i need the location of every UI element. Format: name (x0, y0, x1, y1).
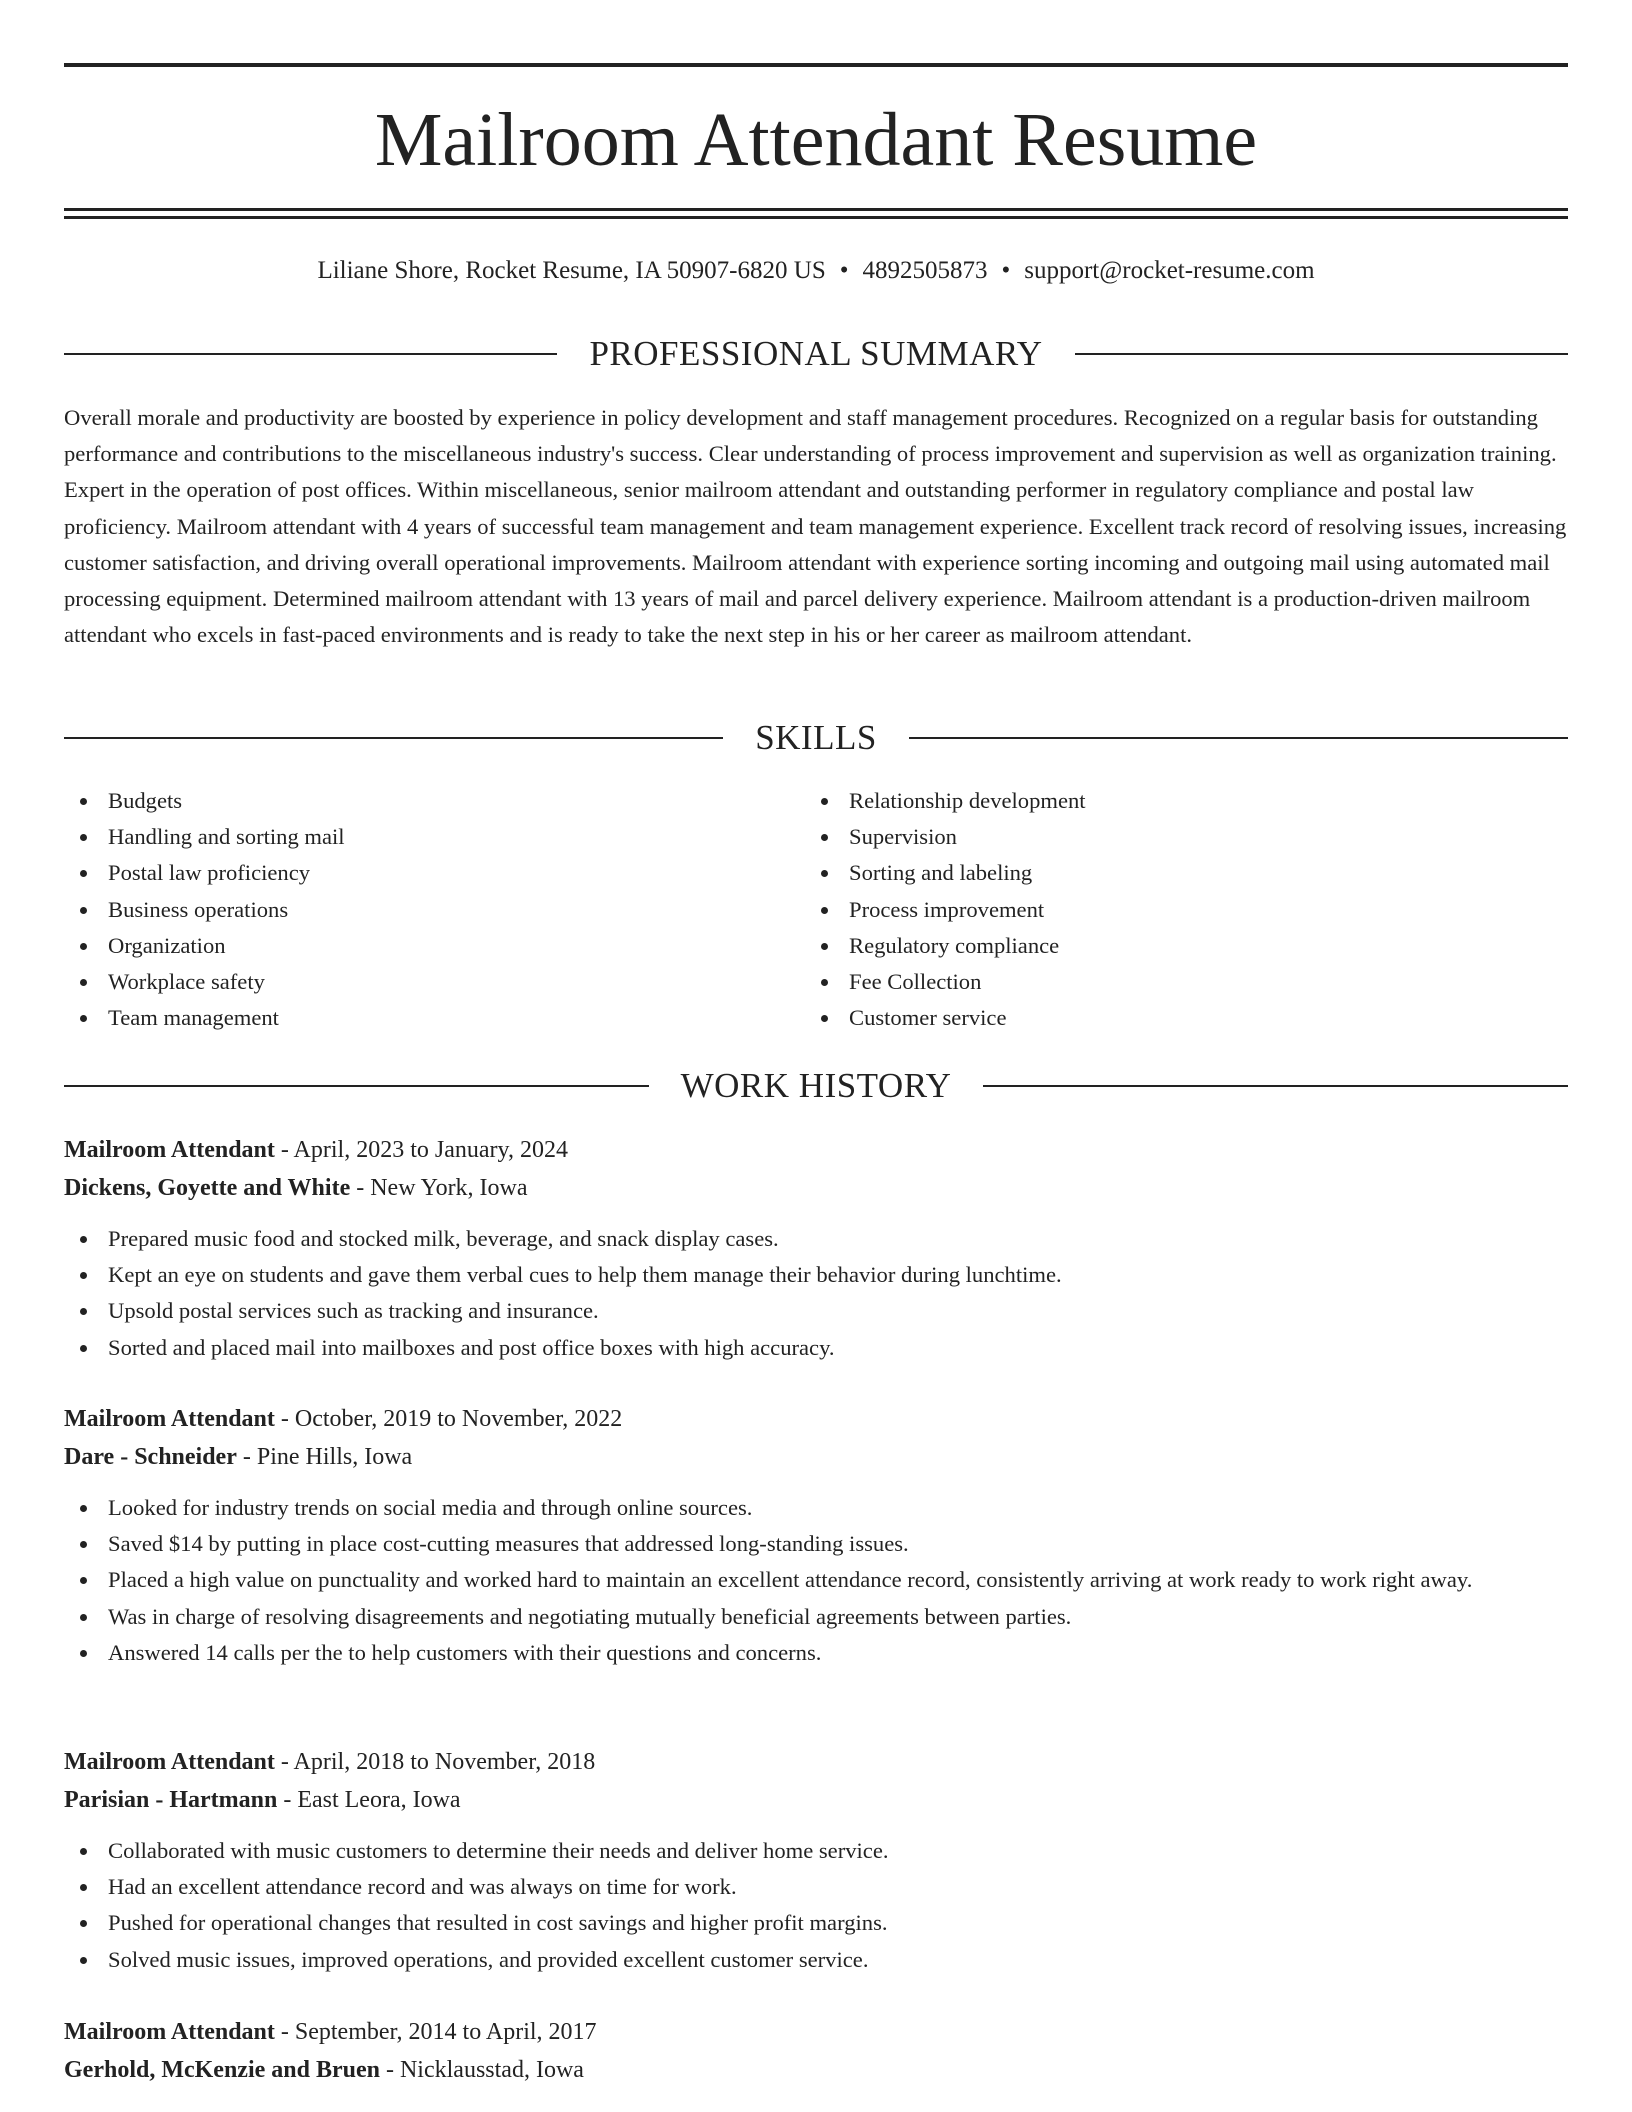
job-duties-list (64, 1833, 1568, 1978)
skills-heading: SKILLS (755, 718, 877, 757)
job-duty-item: Prepared music food and stocked milk, beverage, and snack display cases. (64, 1221, 1568, 1257)
job-title: Mailroom Attendant (64, 1749, 275, 1775)
job-duty-item: Was in charge of resolving disagreements and negotiating mutually beneficial agreements between parties. (64, 1599, 1568, 1635)
skill-item: Business operations (64, 892, 764, 928)
skill-item: Fee Collection (805, 964, 1505, 1000)
job-duty-item: Had an excellent attendance record and was always on time for work. (64, 1869, 1568, 1905)
job-company-line (64, 1781, 1568, 1819)
heading-rule-right (909, 737, 1568, 739)
job-duty-item: Answered 14 calls per the to help customers with their questions and concerns. (64, 1635, 1568, 1671)
work-history-heading: WORK HISTORY (680, 1066, 952, 1105)
job-duty-item: Pushed for operational changes that resulted in cost savings and higher profit margins. (64, 1905, 1568, 1941)
job-dates: - April, 2023 to January, 2024 (274, 1137, 568, 1163)
skill-item: Customer service (805, 1000, 1505, 1036)
job-company-line (64, 1438, 1568, 1476)
job-entry (64, 1131, 1568, 1366)
skill-item: Budgets (64, 783, 764, 819)
job-company: Dare - Schneider (64, 1444, 237, 1470)
title-double-rule-upper (64, 208, 1568, 211)
resume-title: Mailroom Attendant Resume (374, 98, 1258, 182)
job-duty-item: Looked for industry trends on social media and through online sources. (64, 1490, 1568, 1526)
section-heading-skills (64, 718, 1568, 758)
job-duty-item: Upsold postal services such as tracking and insurance. (64, 1293, 1568, 1329)
summary-text: Overall morale and productivity are boosted by experience in policy development and staff management procedures. Recognized on a regular basis for outstanding performance and contributions to the miscellaneous industry's success. Clear understanding of process improvement and supervision as well as organization training. Expert in the operation of post offices. Within miscellaneous, senior mailroom attendant and outstanding performer in regulatory compliance and postal law proficiency. Mailroom attendant with 4 years of successful team management and team management experience. Excellent track record of resolving issues, increasing customer satisfaction, and driving overall operational improvements. Mailroom attendant with experience sorting incoming and outgoing mail using automated mail processing equipment. Determined mailroom attendant with 13 years of mail and parcel delivery experience. Mailroom attendant is a production-driven mailroom attendant who excels in fast-paced environments and is ready to take the next step in his or her career as mailroom attendant. (64, 405, 1567, 648)
job-duty-item: Saved $14 by putting in place cost-cutting measures that addressed long-standing issues. (64, 1526, 1568, 1562)
job-entry (64, 1743, 1568, 1978)
top-rule (64, 63, 1568, 67)
skill-item: Postal law proficiency (64, 855, 764, 891)
skills-list-left (64, 783, 764, 1036)
job-entry (64, 2013, 1568, 2089)
heading-rule-left (64, 1085, 649, 1087)
job-location: - Pine Hills, Iowa (236, 1444, 413, 1470)
job-location: - Nicklausstad, Iowa (379, 2057, 584, 2083)
heading-rule-left (64, 353, 557, 355)
job-company: Dickens, Goyette and White (64, 1175, 351, 1201)
heading-rule-right (1075, 353, 1568, 355)
job-duty-item: Kept an eye on students and gave them verbal cues to help them manage their behavior during lunchtime. (64, 1257, 1568, 1293)
job-entry (64, 1400, 1568, 1671)
contact-separator: • (1001, 257, 1011, 284)
job-title-line (64, 1131, 1568, 1169)
job-company-line (64, 1169, 1568, 1207)
heading-rule-right (983, 1085, 1568, 1087)
skill-item: Relationship development (805, 783, 1505, 819)
skill-item: Sorting and labeling (805, 855, 1505, 891)
job-title: Mailroom Attendant (64, 2019, 275, 2045)
contact-separator: • (839, 257, 849, 284)
job-title: Mailroom Attendant (64, 1406, 275, 1432)
skill-item: Regulatory compliance (805, 928, 1505, 964)
summary-heading: PROFESSIONAL SUMMARY (589, 334, 1043, 373)
contact-phone: 4892505873 (862, 257, 988, 284)
job-duty-item: Sorted and placed mail into mailboxes and post office boxes with high accuracy. (64, 1330, 1568, 1366)
section-heading-summary (64, 334, 1568, 374)
job-dates: - September, 2014 to April, 2017 (274, 2019, 597, 2045)
job-location: - East Leora, Iowa (277, 1787, 461, 1813)
job-company-line (64, 2051, 1568, 2089)
job-dates: - October, 2019 to November, 2022 (274, 1406, 623, 1432)
skill-item: Supervision (805, 819, 1505, 855)
skills-list-right (805, 783, 1505, 1036)
job-duty-item: Collaborated with music customers to determine their needs and deliver home service. (64, 1833, 1568, 1869)
skill-item: Workplace safety (64, 964, 764, 1000)
job-duty-item: Placed a high value on punctuality and worked hard to maintain an excellent attendance record, consistently arriving at work ready to work right away. (64, 1562, 1568, 1598)
heading-rule-left (64, 737, 723, 739)
job-company: Gerhold, McKenzie and Bruen (64, 2057, 380, 2083)
job-dates: - April, 2018 to November, 2018 (274, 1749, 596, 1775)
contact-email: support@rocket-resume.com (1024, 257, 1315, 284)
title-double-rule-lower (64, 216, 1568, 219)
skill-item: Handling and sorting mail (64, 819, 764, 855)
job-title: Mailroom Attendant (64, 1137, 275, 1163)
contact-address: Liliane Shore, Rocket Resume, IA 50907-6820 US (317, 257, 826, 284)
job-title-line (64, 1400, 1568, 1438)
job-location: - New York, Iowa (350, 1175, 528, 1201)
section-heading-work-history (64, 1066, 1568, 1106)
contact-line (64, 254, 1568, 288)
skill-item: Process improvement (805, 892, 1505, 928)
job-title-line (64, 2013, 1568, 2051)
job-company: Parisian - Hartmann (64, 1787, 278, 1813)
job-duty-item: Solved music issues, improved operations, and provided excellent customer service. (64, 1942, 1568, 1978)
job-duties-list (64, 1490, 1568, 1671)
job-duties-list (64, 1221, 1568, 1366)
skill-item: Team management (64, 1000, 764, 1036)
job-title-line (64, 1743, 1568, 1781)
skill-item: Organization (64, 928, 764, 964)
